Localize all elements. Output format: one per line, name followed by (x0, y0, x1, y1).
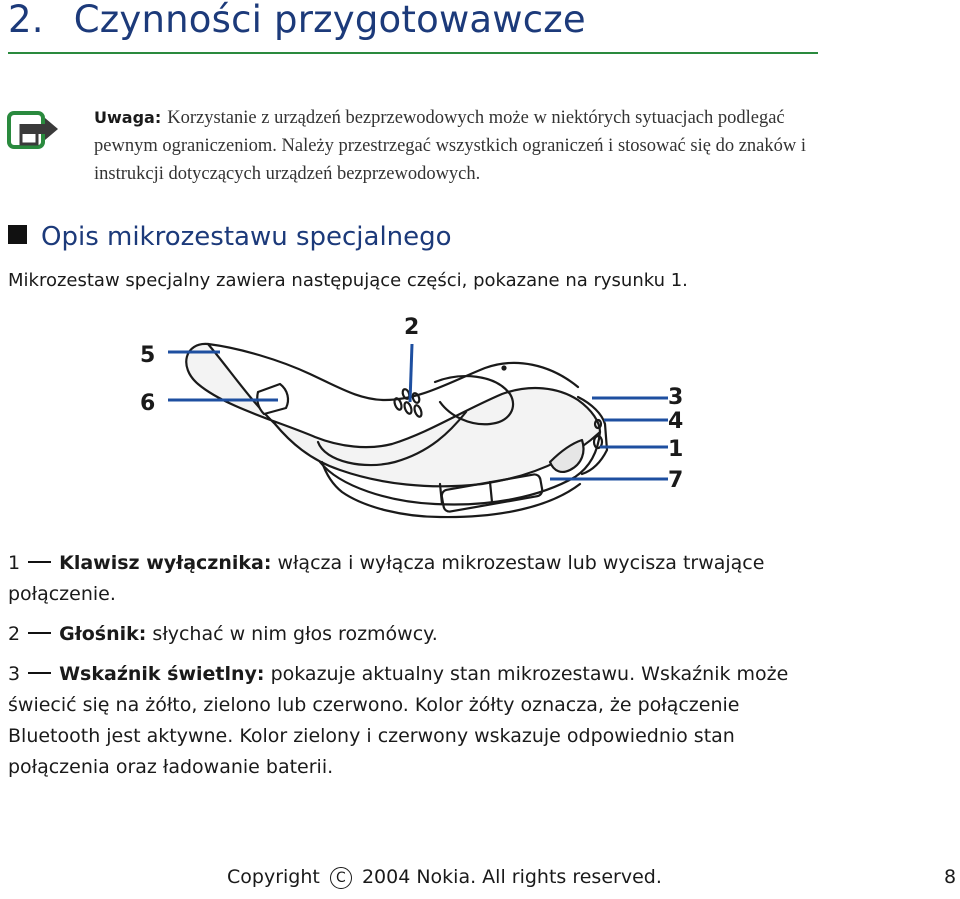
copyright-prefix: Copyright (227, 866, 320, 888)
item-text: słychać w nim głos rozmówcy. (152, 623, 438, 645)
item-term: Klawisz wyłącznika: (59, 552, 272, 574)
item-number: 2 (8, 623, 21, 645)
parts-list-item (8, 659, 808, 783)
section-heading (8, 222, 452, 252)
section-bullet-icon (8, 225, 27, 244)
title-rule (8, 52, 818, 54)
parts-list (8, 548, 808, 792)
headset-figure (130, 312, 700, 527)
callout-label-4: 4 (668, 409, 684, 434)
chapter-title-text: Czynności przygotowawcze (73, 0, 586, 41)
note-paragraph (94, 104, 834, 188)
copyright-symbol-icon: C (330, 867, 352, 889)
parts-list-item (8, 548, 808, 610)
chapter-title (8, 0, 586, 41)
note-hand-icon (7, 108, 60, 154)
note-text: Korzystanie z urządzeń bezprzewodowych może w niektórych sytuacjach podlegać pewnym ograniczeniom. Należy przestrzegać wszystkich ograniczeń i stosować się do znaków i instrukcji dotyczących urządzeń bezprzewodowych. (94, 108, 806, 184)
callout-label-1: 1 (668, 437, 684, 462)
item-text: pokazuje aktualny stan mikrozestawu. Wskaźnik może świecić się na żółto, zielono lub czerwono. Kolor żółty oznacza, że połączenie Bluetooth jest aktywne. Kolor zielony i czerwony wskazuje odpowiednio stan połączenia oraz ładowanie baterii. (8, 663, 789, 778)
item-number: 1 (8, 552, 21, 574)
page-number: 8 (944, 866, 957, 888)
section-intro: Mikrozestaw specjalny zawiera następujące części, pokazane na rysunku 1. (8, 270, 688, 291)
callout-label-2: 2 (404, 315, 420, 340)
callout-label-6: 6 (140, 391, 156, 416)
footer-copyright (227, 866, 662, 889)
item-text: włącza i wyłącza mikrozestaw lub wycisza trwające połączenie. (8, 552, 765, 605)
item-number: 3 (8, 663, 21, 685)
chapter-number: 2. (8, 0, 44, 41)
item-dash (28, 632, 51, 634)
copyright-suffix: 2004 Nokia. All rights reserved. (361, 866, 662, 888)
parts-list-item (8, 619, 808, 650)
item-dash (28, 672, 51, 674)
note-label: Uwaga: (94, 108, 162, 127)
section-heading-text: Opis mikrozestawu specjalnego (41, 222, 452, 252)
callout-label-7: 7 (668, 468, 684, 493)
headset-drawing (186, 344, 607, 517)
callout-line-2 (410, 344, 412, 402)
item-term: Wskaźnik świetlny: (59, 663, 265, 685)
callout-label-3: 3 (668, 385, 684, 410)
callout-label-5: 5 (140, 343, 156, 368)
item-term: Głośnik: (59, 623, 147, 645)
item-dash (28, 561, 51, 563)
